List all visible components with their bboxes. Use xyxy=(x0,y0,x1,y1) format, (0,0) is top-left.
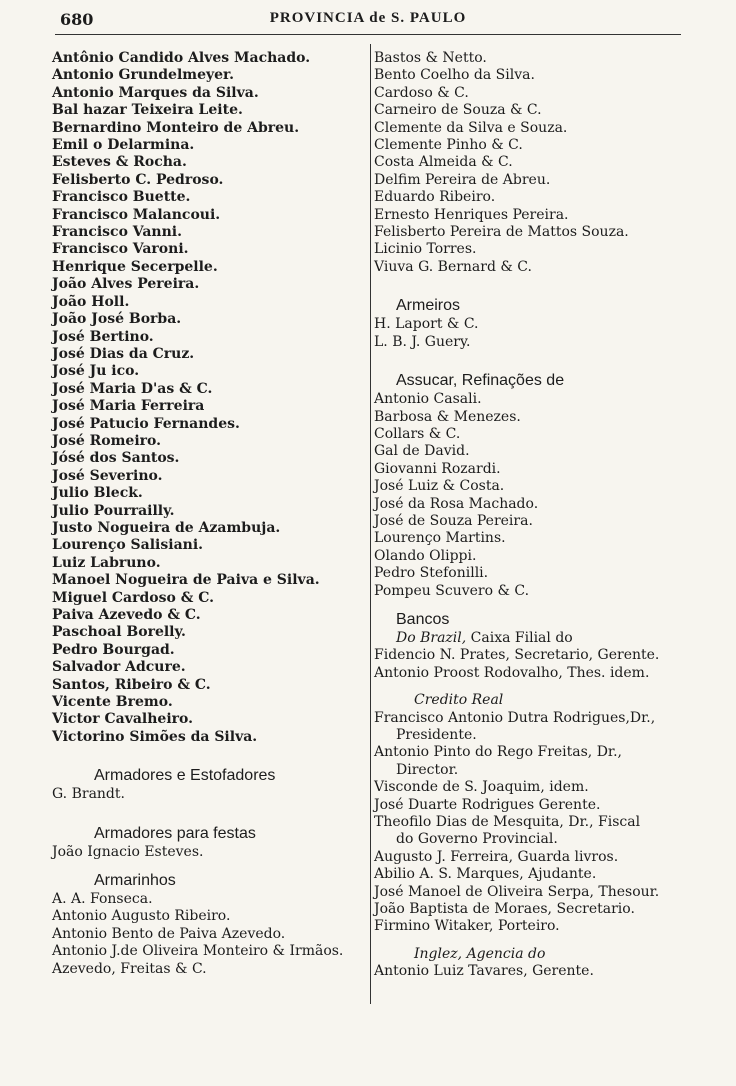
name-entry: José Severino. xyxy=(52,467,163,484)
assucar-entry: Giovanni Rozardi. xyxy=(374,460,501,477)
bank-staff-line: Theofilo Dias de Mesquita, Dr., Fiscal xyxy=(374,814,641,831)
left-sections xyxy=(52,746,366,978)
section-entry: Antonio Bento de Paiva Azevedo. xyxy=(52,925,286,942)
assucar-entry: Olando Olippi. xyxy=(374,547,477,564)
bank-credito-real-title: Credito Real xyxy=(414,692,504,709)
name-entry: João Alves Pereira. xyxy=(52,276,200,293)
name-entry: Costa Almeida & C. xyxy=(374,154,513,171)
name-entry: Victorino Simões da Silva. xyxy=(52,728,258,745)
name-entry: Delfim Pereira de Abreu. xyxy=(374,171,551,188)
name-entry: Luiz Labruno. xyxy=(52,554,161,571)
assucar-entry: Lourenço Martins. xyxy=(374,530,506,547)
bank-do-brazil-name: Do Brazil, xyxy=(396,629,467,646)
name-entry: João Holl. xyxy=(52,293,130,310)
bank-staff-line: Augusto J. Ferreira, Guarda livros. xyxy=(374,848,619,865)
name-entry: Antonio Grundelmeyer. xyxy=(52,67,234,84)
assucar-entry: Barbosa & Menezes. xyxy=(374,408,521,425)
name-entry: João José Borba. xyxy=(52,311,182,328)
bank-staff-line: Presidente. xyxy=(396,727,477,743)
left-name-list xyxy=(52,50,366,746)
section-entries xyxy=(52,844,366,861)
assucar-entry: Antonio Casali. xyxy=(374,391,482,408)
section-entries xyxy=(52,786,366,803)
section-entry: Azevedo, Freitas & C. xyxy=(52,960,207,977)
armeiro-entry: L. B. J. Guery. xyxy=(374,333,471,350)
bank-inglez-rest: Agencia do xyxy=(466,945,546,962)
assucar-entry: José de Souza Pereira. xyxy=(374,512,533,529)
left-column xyxy=(52,50,366,978)
section-entry: Antonio J.de Oliveira Monteiro & Irmãos. xyxy=(52,943,344,960)
name-entry: Antônio Candido Alves Machado. xyxy=(52,50,311,66)
name-entry: Felisberto C. Pedroso. xyxy=(52,171,224,188)
bank-staff-line: Antonio Pinto do Rego Freitas, Dr., xyxy=(374,744,622,761)
name-entry: Cardoso & C. xyxy=(374,84,469,101)
name-entry: José Maria Ferreira xyxy=(52,398,205,415)
bank-inglez-title xyxy=(374,946,714,963)
bank-staff-line: Francisco Antonio Dutra Rodrigues,Dr., xyxy=(374,709,656,726)
section-heading-armeiros: Armeiros xyxy=(396,297,461,315)
section-heading: Armadores e Estofadores xyxy=(94,767,276,785)
name-entry: Justo Nogueira de Azambuja. xyxy=(52,519,281,536)
section-entries xyxy=(52,891,366,978)
bank-inglez-name: Inglez, xyxy=(414,945,463,962)
name-entry: Pedro Bourgad. xyxy=(52,641,175,658)
name-entry: Viuva G. Bernard & C. xyxy=(374,258,532,275)
name-entry: Francisco Varoni. xyxy=(52,241,189,258)
section-heading-assucar: Assucar, Refinações de xyxy=(396,372,565,390)
column-divider xyxy=(370,44,371,1004)
name-entry: Lourenço Salisiani. xyxy=(52,537,204,554)
name-entry: Paiva Azevedo & C. xyxy=(52,607,201,623)
name-entry: Francisco Malancoui. xyxy=(52,206,221,223)
name-entry: Bastos & Netto. xyxy=(374,50,487,66)
name-entry: Santos, Ribeiro & C. xyxy=(52,676,211,693)
bank-staff-line: Director. xyxy=(396,761,459,778)
name-entry: Bal hazar Teixeira Leite. xyxy=(52,102,243,119)
bank-staff-line: José Manoel de Oliveira Serpa, Thesour. xyxy=(374,883,660,900)
name-entry: Jósé dos Santos. xyxy=(52,450,180,467)
name-entry: Francisco Buette. xyxy=(52,189,191,206)
name-entry: Clemente Pinho & C. xyxy=(374,137,523,154)
name-entry: Vicente Bremo. xyxy=(52,694,173,711)
assucar-entry: Pompeu Scuvero & C. xyxy=(374,582,530,599)
name-entry: Miguel Cardoso & C. xyxy=(52,589,214,606)
name-entry: Manoel Nogueira de Paiva e Silva. xyxy=(52,572,320,589)
name-entry: Paschoal Borelly. xyxy=(52,624,186,641)
section-entry: A. A. Fonseca. xyxy=(52,891,153,908)
page-header xyxy=(0,6,736,34)
bank-staff-line: José Duarte Rodrigues Gerente. xyxy=(374,796,601,813)
section-heading: Armarinhos xyxy=(94,872,176,890)
name-entry: Antonio Marques da Silva. xyxy=(52,84,259,101)
assucar-entry: Pedro Stefonilli. xyxy=(374,565,489,582)
name-entry: Esteves & Rocha. xyxy=(52,154,187,171)
bank-staff-line: João Baptista de Moraes, Secretario. xyxy=(374,901,635,918)
assucar-entry: Collars & C. xyxy=(374,425,461,442)
name-entry: Licinio Torres. xyxy=(374,241,477,258)
bank-do-brazil-rest: Caixa Filial do xyxy=(470,629,573,646)
armeiro-entry: H. Laport & C. xyxy=(374,316,479,333)
bank-staff-line: Firmino Witaker, Porteiro. xyxy=(374,918,560,935)
name-entry: Henrique Secerpelle. xyxy=(52,258,218,275)
name-entry: Clemente da Silva e Souza. xyxy=(374,119,568,136)
name-entry: Julio Pourrailly. xyxy=(52,502,175,519)
name-entry: Francisco Vanni. xyxy=(52,224,182,241)
bank-staff-line: Antonio Proost Rodovalho, Thes. idem. xyxy=(374,664,650,681)
header-rule xyxy=(55,34,681,35)
assucar-entry: José Luiz & Costa. xyxy=(374,478,505,495)
assucar-entry: José da Rosa Machado. xyxy=(374,495,539,512)
name-entry: Bernardino Monteiro de Abreu. xyxy=(52,119,300,136)
credito-real-staff xyxy=(374,710,714,936)
bank-staff-line: Abilio A. S. Marques, Ajudante. xyxy=(374,866,597,883)
name-entry: Ernesto Henriques Pereira. xyxy=(374,206,569,223)
running-title: PROVINCIA de S. PAULO xyxy=(269,10,467,26)
name-entry: Carneiro de Souza & C. xyxy=(374,102,542,119)
section-heading: Armadores para festas xyxy=(94,824,256,842)
section-entry: G. Brandt. xyxy=(52,786,125,803)
bank-staff-line: Fidencio N. Prates, Secretario, Gerente. xyxy=(374,647,660,664)
name-entry: José Ju ico. xyxy=(52,363,140,380)
section-entry: João Ignacio Esteves. xyxy=(52,843,204,860)
name-entry: Eduardo Ribeiro. xyxy=(374,189,496,206)
bank-do-brazil-title xyxy=(374,630,714,647)
bank-staff-line: Visconde de S. Joaquim, idem. xyxy=(374,779,589,796)
name-entry: Julio Bleck. xyxy=(52,485,143,502)
name-entry: Felisberto Pereira de Mattos Souza. xyxy=(374,224,629,241)
bank-staff-line: do Governo Provincial. xyxy=(396,831,558,848)
assucar-entry: Gal de David. xyxy=(374,443,470,460)
name-entry: José Dias da Cruz. xyxy=(52,345,195,362)
name-entry: Bento Coelho da Silva. xyxy=(374,67,535,84)
inglez-staff xyxy=(374,963,714,980)
do-brazil-staff xyxy=(374,647,714,682)
right-column xyxy=(374,50,714,981)
assucar-list xyxy=(374,391,714,600)
name-entry: José Romeiro. xyxy=(52,432,161,449)
bank-staff-line: Antonio Luiz Tavares, Gerente. xyxy=(374,963,594,980)
section-heading-bancos: Bancos xyxy=(396,610,450,628)
name-entry: Emil o Delarmina. xyxy=(52,137,195,154)
right-name-list xyxy=(374,50,714,276)
page-number: 680 xyxy=(60,10,94,29)
name-entry: José Bertino. xyxy=(52,328,154,345)
name-entry: José Maria D'as & C. xyxy=(52,380,213,397)
armeiros-list xyxy=(374,316,714,351)
name-entry: Victor Cavalheiro. xyxy=(52,711,193,728)
name-entry: José Patucio Fernandes. xyxy=(52,415,240,432)
name-entry: Salvador Adcure. xyxy=(52,659,186,676)
section-entry: Antonio Augusto Ribeiro. xyxy=(52,908,231,925)
